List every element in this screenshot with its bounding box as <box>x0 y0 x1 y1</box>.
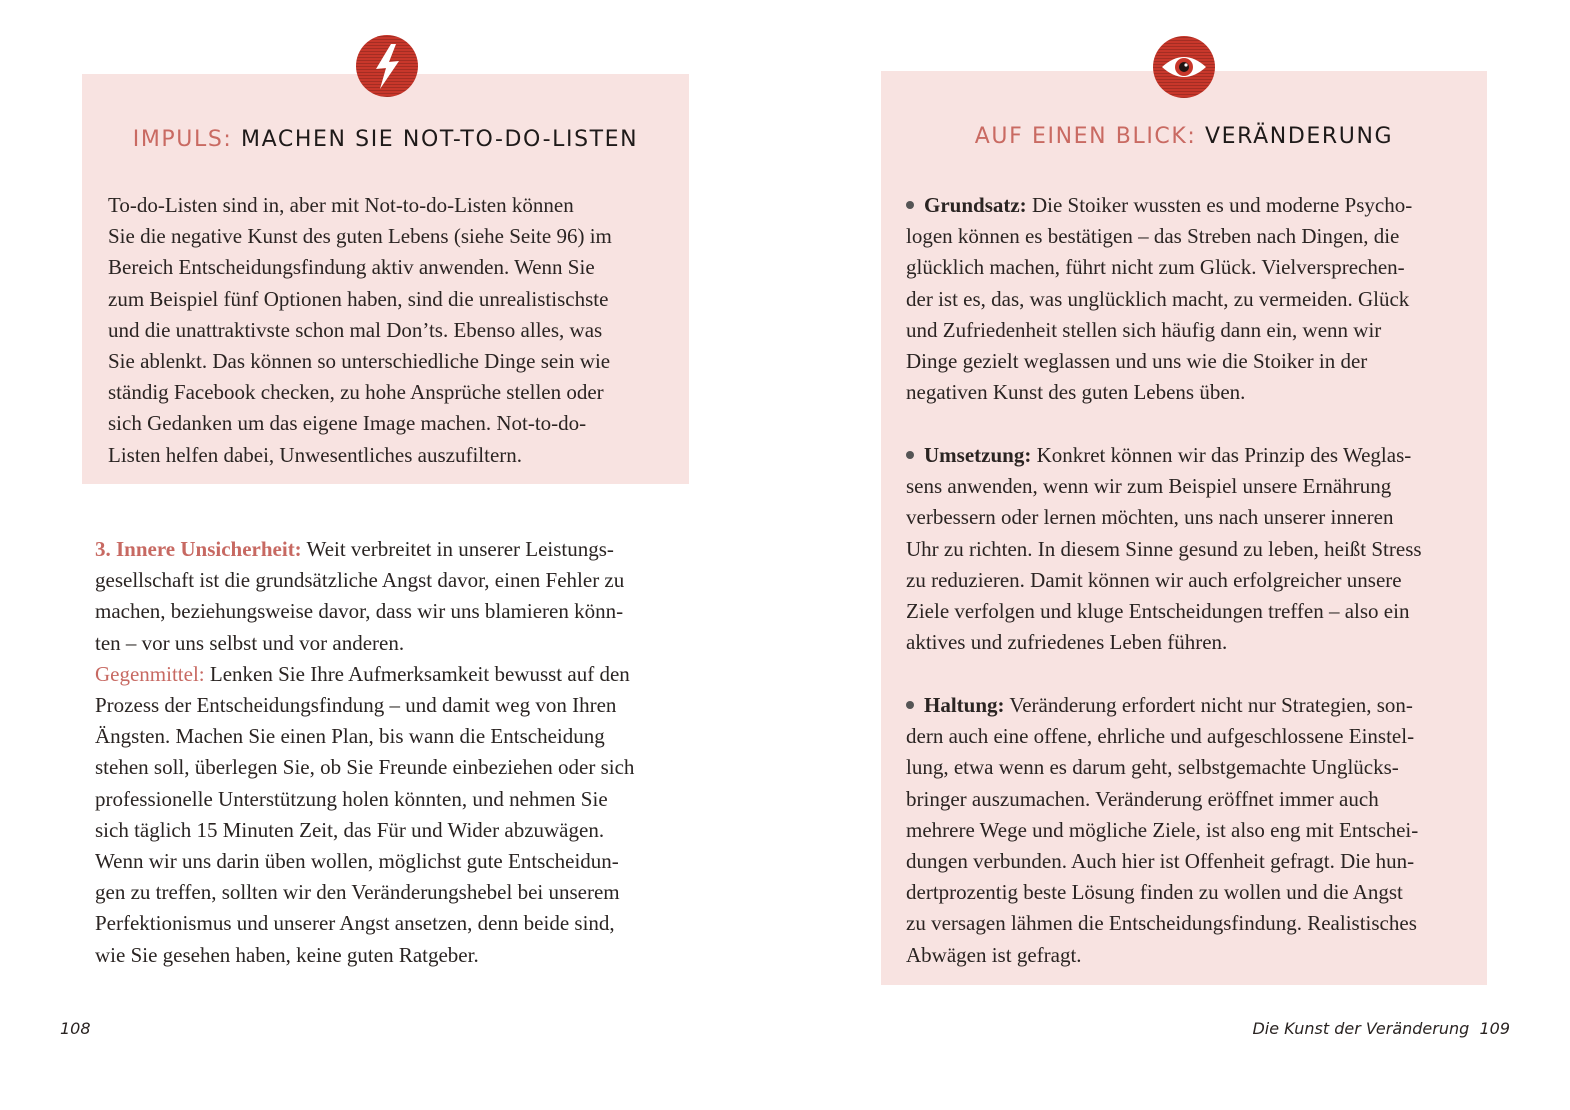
bullet-umsetzung <box>906 440 1422 658</box>
text-line: dern auch eine offene, ehrliche und aufgeschlossene Einstel- <box>906 724 1415 749</box>
text-line <box>95 534 634 565</box>
text-line: sens anwenden, wenn wir zum Beispiel unsere Ernährung <box>906 474 1392 499</box>
summary-title-prefix: AUF EINEN BLICK: <box>974 124 1197 149</box>
text-line: gen zu treffen, sollten wir den Veränderungshebel bei unserem <box>95 880 620 905</box>
text-line: aktives und zufriedenes Leben führen. <box>906 630 1228 655</box>
text-line: und die unattraktivste schon mal Don’ts. Ebenso alles, was <box>108 317 603 342</box>
eye-icon <box>1153 36 1215 98</box>
footer-right <box>1252 1019 1510 1038</box>
text-line: Perfektionismus und unserer Angst ansetzen, denn beide sind, <box>95 911 615 936</box>
text-line: Uhr zu richten. In diesem Sinne gesund zu leben, heißt Stress <box>906 536 1422 561</box>
text-line: Listen helfen dabei, Unwesentliches auszufiltern. <box>108 442 523 467</box>
page-number-left: 108 <box>60 1019 91 1038</box>
text-line: Sie die negative Kunst des guten Lebens (siehe Seite 96) im <box>108 224 612 249</box>
text-line: sich täglich 15 Minuten Zeit, das Für und Wider abzuwägen. <box>95 817 605 842</box>
text-line: negativen Kunst des guten Lebens üben. <box>906 380 1246 405</box>
text-line <box>906 690 1418 721</box>
text-line: Bereich Entscheidungsfindung aktiv anwenden. Wenn Sie <box>108 255 595 280</box>
text-line <box>95 659 634 690</box>
bullet-grundsatz <box>906 190 1412 408</box>
section-inner-insecurity <box>95 534 634 971</box>
text-line: Wenn wir uns darin üben wollen, möglichst gute Entscheidun- <box>95 849 619 874</box>
text-line: wie Sie gesehen haben, keine guten Ratgeber. <box>95 942 479 967</box>
bullet-first-line: Veränderung erfordert nicht nur Strategien, son- <box>1004 693 1413 717</box>
text-line: Ängsten. Machen Sie einen Plan, bis wann die Entscheidung <box>95 724 605 749</box>
text-line: gesellschaft ist die grundsätzliche Angst davor, einen Fehler zu <box>95 568 625 593</box>
text-line: logen können es bestätigen – das Streben nach Dingen, die <box>906 224 1400 249</box>
text-line: verbessern oder lernen möchten, uns nach unserer inneren <box>906 505 1394 530</box>
text-line <box>906 440 1422 471</box>
bullet-first-line: Die Stoiker wussten es und moderne Psycho- <box>1026 193 1413 217</box>
text-line: dungen verbunden. Auch hier ist Offenheit gefragt. Die hun- <box>906 849 1415 874</box>
text-line: Abwägen ist gefragt. <box>906 942 1082 967</box>
text-line: bringer auszumachen. Veränderung eröffnet immer auch <box>906 786 1379 811</box>
page-number-right: 109 <box>1479 1019 1510 1038</box>
text-line: Sie ablenkt. Das können so unterschiedliche Dinge sein wie <box>108 349 611 374</box>
lightning-icon <box>356 35 418 97</box>
impuls-title-prefix: IMPULS: <box>132 127 233 152</box>
text-line: Prozess der Entscheidungsfindung – und damit weg von Ihren <box>95 693 617 718</box>
text-line: und Zufriedenheit stellen sich häufig dann ein, wenn wir <box>906 317 1382 342</box>
summary-title <box>881 124 1487 149</box>
text-line <box>906 190 1412 221</box>
text-line: zum Beispiel fünf Optionen haben, sind die unrealistischste <box>108 286 609 311</box>
text-line: stehen soll, überlegen Sie, ob Sie Freunde einbeziehen oder sich <box>95 755 635 780</box>
text-line: Ziele verfolgen und kluge Entscheidungen treffen – also ein <box>906 599 1410 624</box>
text-line: machen, beziehungsweise davor, dass wir uns blamieren könn- <box>95 599 624 624</box>
running-title: Die Kunst der Veränderung <box>1252 1019 1470 1038</box>
text-line: ständig Facebook checken, zu hohe Ansprüche stellen oder <box>108 380 604 405</box>
text-line: dertprozentig beste Lösung finden zu wollen und die Angst <box>906 880 1403 905</box>
bullet-label: Umsetzung: <box>924 443 1032 467</box>
bullet-first-line: Konkret können wir das Prinzip des Weglas- <box>1031 443 1412 467</box>
text-line: der ist es, das, was unglücklich macht, zu vermeiden. Glück <box>906 286 1410 311</box>
summary-title-text: VERÄNDERUNG <box>1205 124 1394 149</box>
impuls-body <box>108 190 612 471</box>
text-line: zu reduzieren. Damit können wir auch erfolgreicher unsere <box>906 567 1402 592</box>
text-line: mehrere Wege und mögliche Ziele, ist also eng mit Entschei- <box>906 817 1419 842</box>
text-line: lung, etwa wenn es darum geht, selbstgemachte Unglücks- <box>906 755 1399 780</box>
text-line: To-do-Listen sind in, aber mit Not-to-do-Listen können <box>108 193 574 217</box>
text-line: ten – vor uns selbst und vor anderen. <box>95 630 405 655</box>
bullet-label: Haltung: <box>924 693 1005 717</box>
impuls-title-text: MACHEN SIE NOT-TO-DO-LISTEN <box>241 127 639 152</box>
bullet-dot-icon <box>906 451 914 459</box>
bullet-label: Grundsatz: <box>924 193 1027 217</box>
text-line: professionelle Unterstützung holen könnten, und nehmen Sie <box>95 786 608 811</box>
text-line: glücklich machen, führt nicht zum Glück. Vielversprechen- <box>906 255 1405 280</box>
bullet-dot-icon <box>906 701 914 709</box>
remedy-first-line: Lenken Sie Ihre Aufmerksamkeit bewusst auf den <box>204 661 630 686</box>
bullet-haltung <box>906 690 1418 971</box>
section-heading: 3. Innere Unsicherheit: <box>95 537 302 561</box>
section-first-line: Weit verbreitet in unserer Leistungs- <box>301 537 614 561</box>
text-line: zu versagen lähmen die Entscheidungsfindung. Realistisches <box>906 911 1417 936</box>
text-line: Dinge gezielt weglassen und uns wie die Stoiker in der <box>906 349 1368 374</box>
impuls-title <box>82 127 689 152</box>
remedy-label: Gegenmittel: <box>95 661 205 686</box>
bullet-dot-icon <box>906 201 914 209</box>
text-line: sich Gedanken um das eigene Image machen. Not-to-do- <box>108 411 587 436</box>
